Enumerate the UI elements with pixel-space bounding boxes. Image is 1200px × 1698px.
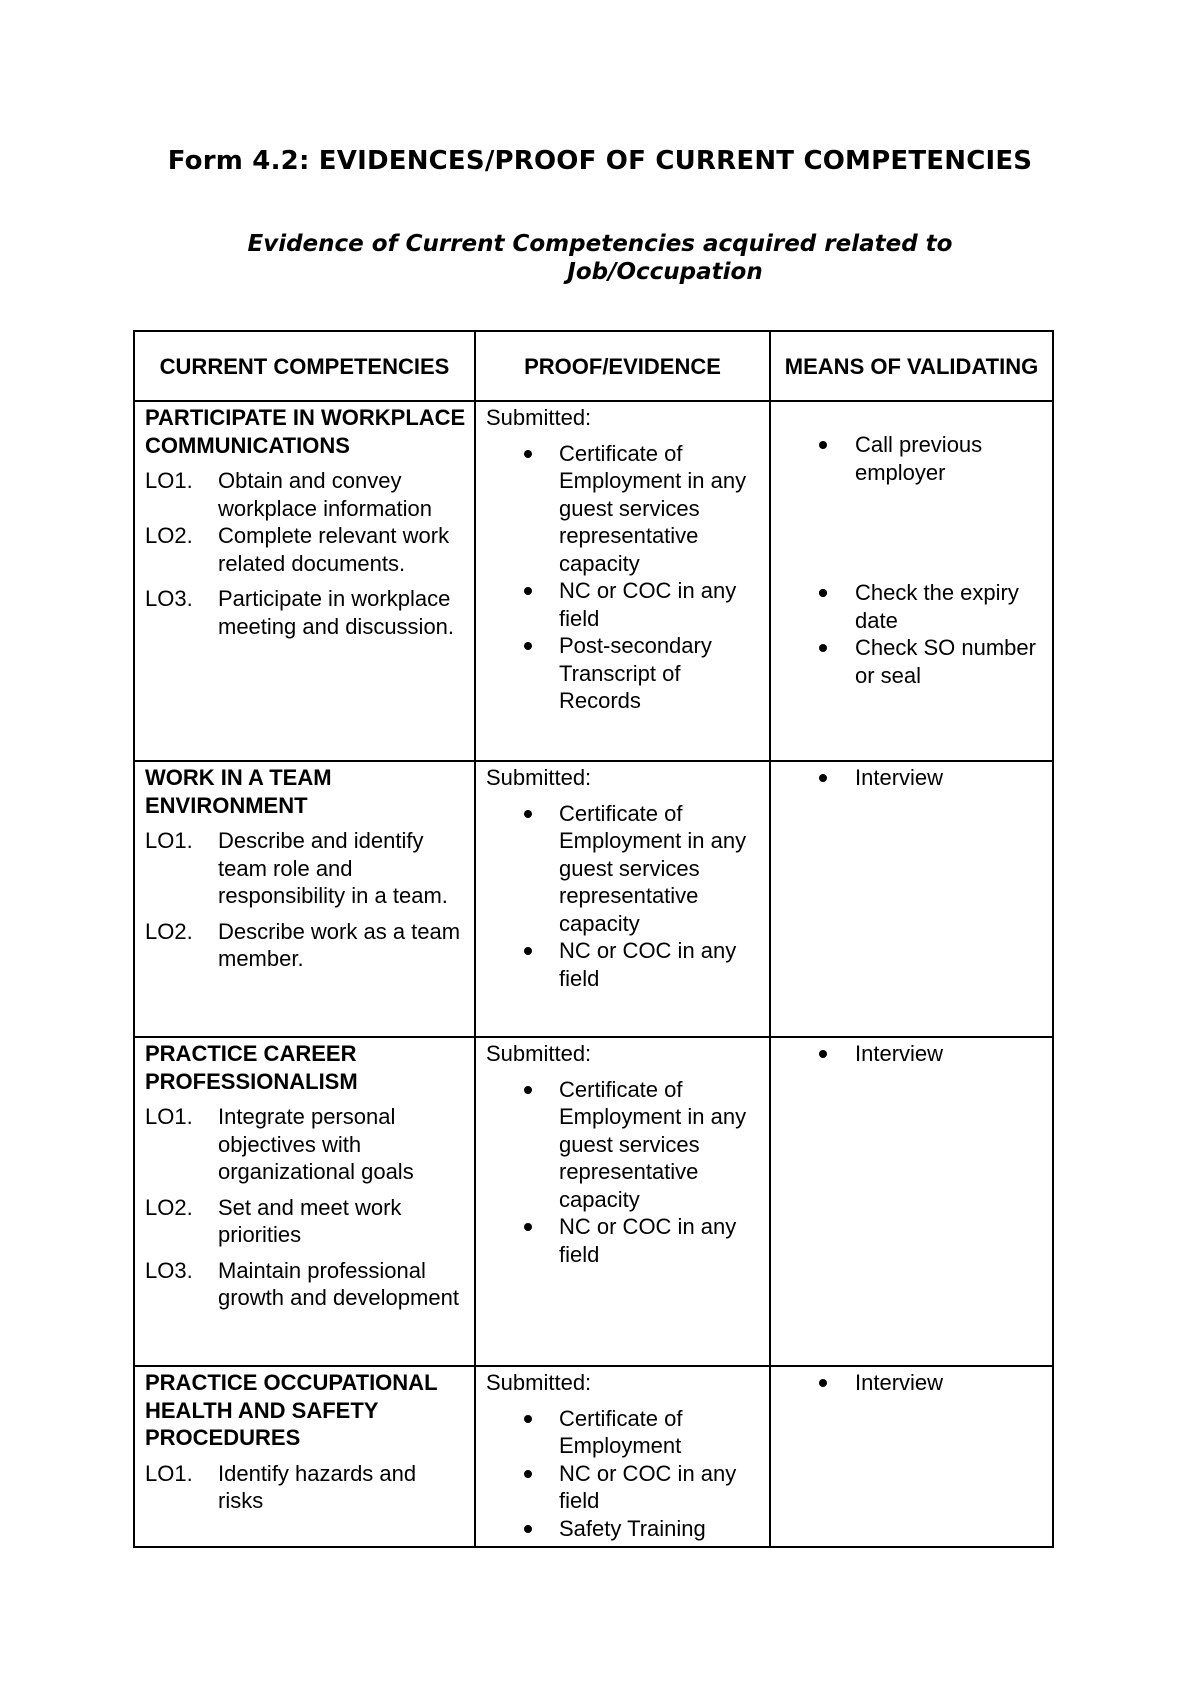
lo-number: LO2. (145, 918, 193, 944)
list-item: NC or COC in any field (486, 937, 761, 992)
lo-text: Set and meet work priorities (218, 1194, 402, 1247)
means-list (781, 1369, 1044, 1397)
means-cell (770, 1037, 1053, 1366)
form-title: Form 4.2: EVIDENCES/PROOF OF CURRENT COMPETENCIES (167, 146, 1033, 176)
proof-list (486, 1076, 761, 1269)
lo-number: LO1. (145, 1104, 193, 1129)
means-list (781, 431, 1044, 689)
table-header-row (134, 331, 1053, 401)
competency-cell (134, 1037, 475, 1366)
submitted-label: Submitted: (486, 405, 592, 430)
means-list (781, 1040, 1044, 1068)
list-item: Post-secondary Transcript of Records (486, 632, 761, 715)
submitted-label: Submitted: (486, 1370, 592, 1395)
learning-outcome (145, 918, 466, 973)
list-item: Interview (781, 1369, 1044, 1397)
learning-outcome (145, 522, 466, 577)
lo-number: LO2. (145, 523, 193, 548)
lo-text: Complete relevant work related documents. (218, 523, 450, 576)
table-row (134, 1366, 1053, 1547)
table-row (134, 761, 1053, 1037)
lo-number: LO1. (145, 1460, 193, 1486)
subtitle-line-1: Evidence of Current Competencies acquired related to (247, 231, 953, 257)
list-item: Call previous employer (781, 431, 1044, 486)
lo-text: Participate in workplace meeting and discussion. (218, 586, 455, 639)
competencies-table (133, 330, 1054, 1548)
lo-number: LO1. (145, 468, 193, 493)
list-item: Check SO number or seal (781, 634, 1044, 689)
proof-list (486, 1405, 761, 1543)
list-item: NC or COC in any field (486, 577, 761, 632)
competency-cell (134, 1366, 475, 1547)
lo-text: Integrate personal objectives with organizational goals (218, 1104, 414, 1184)
learning-outcome (145, 1194, 466, 1249)
header-proof-evidence: PROOF/EVIDENCE (475, 331, 770, 401)
submitted-label: Submitted: (486, 765, 592, 790)
lo-text: Identify hazards and risks (218, 1460, 417, 1513)
list-item: Certificate of Employment in any guest services representative capacity (486, 800, 761, 938)
learning-outcome (145, 467, 466, 522)
table-row (134, 1037, 1053, 1366)
competency-title: PRACTICE OCCUPATIONAL HEALTH AND SAFETY PROCEDURES (145, 1370, 438, 1450)
lo-number: LO3. (145, 586, 193, 611)
submitted-label: Submitted: (486, 1041, 592, 1066)
lo-text: Obtain and convey workplace information (218, 468, 432, 521)
means-cell (770, 761, 1053, 1037)
means-list (781, 764, 1044, 792)
list-item: Certificate of Employment (486, 1405, 761, 1460)
subtitle-line-2: Job/Occupation (567, 259, 763, 285)
list-item: Interview (781, 764, 1044, 792)
proof-list (486, 440, 761, 715)
competency-cell (134, 761, 475, 1037)
proof-cell (475, 1366, 770, 1547)
proof-list (486, 800, 761, 993)
list-item: Interview (781, 1040, 1044, 1068)
lo-number: LO3. (145, 1257, 193, 1283)
proof-cell (475, 401, 770, 761)
learning-outcome (145, 1460, 466, 1515)
form-subtitle (160, 230, 1040, 286)
list-item: Check the expiry date (781, 579, 1044, 634)
list-item: Safety Training (486, 1515, 761, 1543)
proof-cell (475, 1037, 770, 1366)
learning-outcome (145, 827, 466, 910)
competency-title: PRACTICE CAREER PROFESSIONALISM (145, 1041, 358, 1094)
means-cell (770, 401, 1053, 761)
header-means-of-validating: MEANS OF VALIDATING (770, 331, 1053, 401)
list-item: NC or COC in any field (486, 1460, 761, 1515)
list-item: NC or COC in any field (486, 1213, 761, 1268)
list-item: Certificate of Employment in any guest services representative capacity (486, 1076, 761, 1214)
competency-title: PARTICIPATE IN WORKPLACE COMMUNICATIONS (145, 405, 466, 458)
means-cell (770, 1366, 1053, 1547)
table-row (134, 401, 1053, 761)
list-item: Certificate of Employment in any guest services representative capacity (486, 440, 761, 578)
competency-title: WORK IN A TEAM ENVIRONMENT (145, 765, 332, 818)
lo-text: Describe work as a team member. (218, 918, 461, 971)
header-current-competencies: CURRENT COMPETENCIES (134, 331, 475, 401)
proof-cell (475, 761, 770, 1037)
learning-outcome (145, 1103, 466, 1186)
lo-text: Describe and identify team role and responsibility in a team. (218, 828, 448, 908)
competency-cell (134, 401, 475, 761)
lo-text: Maintain professional growth and development (218, 1257, 459, 1310)
lo-number: LO2. (145, 1194, 193, 1220)
learning-outcome (145, 1257, 466, 1312)
lo-number: LO1. (145, 828, 193, 853)
learning-outcome (145, 585, 466, 640)
